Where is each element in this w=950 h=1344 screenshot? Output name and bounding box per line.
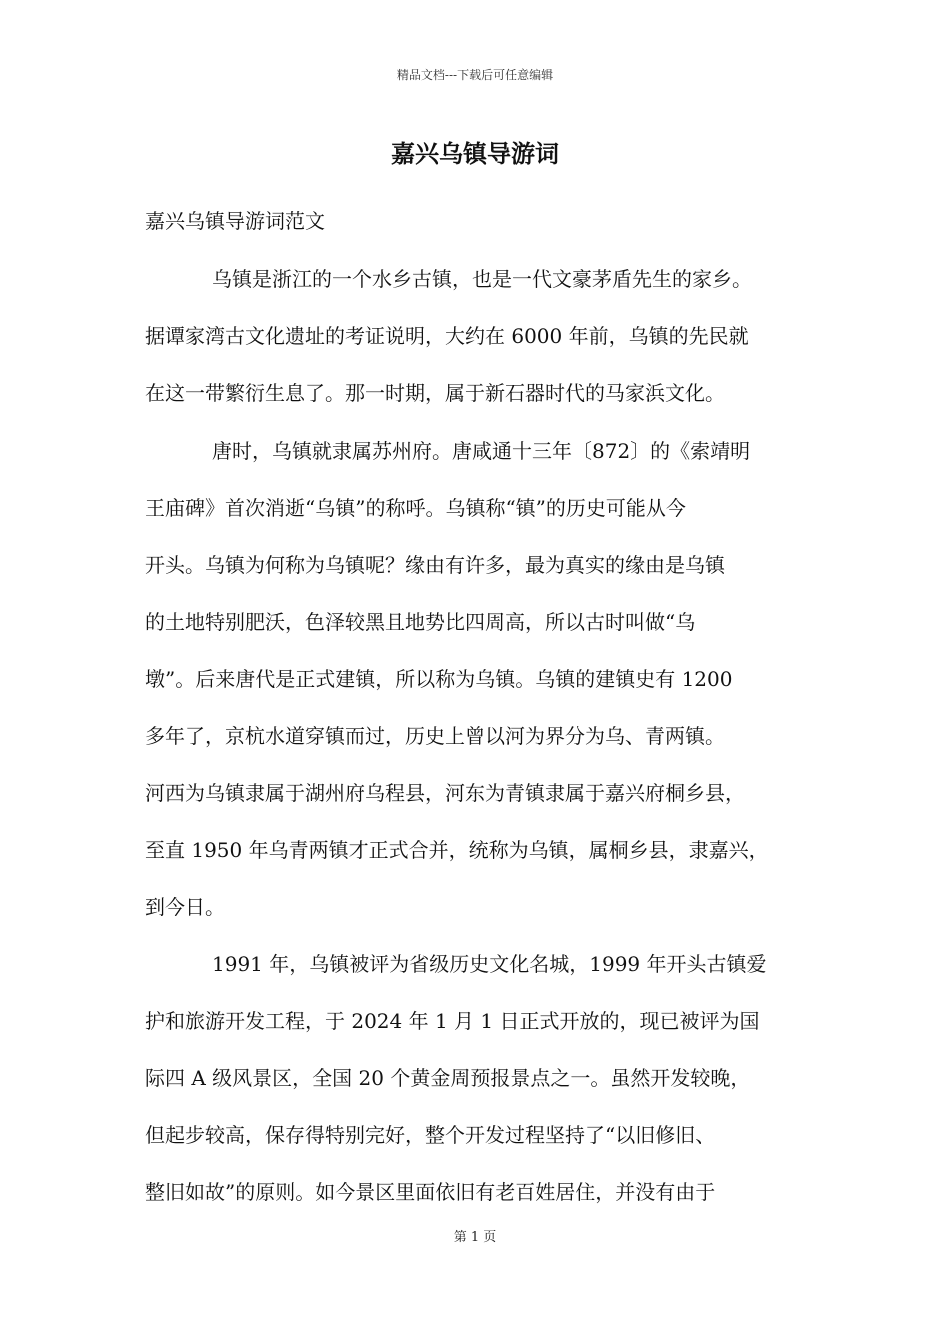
paragraph-2-line-7: 河西为乌镇隶属于湖州府乌程县，河东为青镇隶属于嘉兴府桐乡县，	[145, 781, 745, 805]
paragraph-1-line-3: 在这一带繁衍生息了。那一时期，属于新石器时代的马家浜文化。	[145, 381, 725, 405]
paragraph-3-line-5: 整旧如故”的原则。如今景区里面依旧有老百姓居住，并没有由于	[145, 1180, 716, 1204]
paragraph-3-line-1: 1991 年，乌镇被评为省级历史文化名城，1999 年开头古镇爱	[212, 952, 767, 976]
paragraph-2-line-4: 的土地特别肥沃，色泽较黑且地势比四周高，所以古时叫做“乌	[145, 610, 696, 634]
paragraph-2-line-5: 墩”。后来唐代是正式建镇，所以称为乌镇。乌镇的建镇史有 1200	[145, 667, 733, 691]
document-subtitle: 嘉兴乌镇导游词范文	[145, 209, 325, 233]
paragraph-2-line-1: 唐时，乌镇就隶属苏州府。唐咸通十三年〔872〕的《索靖明	[212, 439, 751, 463]
paragraph-3-line-4: 但起步较高，保存得特别完好，整个开发过程坚持了“以旧修旧、	[145, 1123, 716, 1147]
paragraph-1-line-1: 乌镇是浙江的一个水乡古镇，也是一代文豪茅盾先生的家乡。	[212, 267, 752, 291]
paragraph-3-line-3: 际四 A 级风景区，全国 20 个黄金周预报景点之一。虽然开发较晚，	[145, 1066, 751, 1090]
page-number: 第 1 页	[453, 1230, 497, 1245]
paragraph-2-line-3: 开头。乌镇为何称为乌镇呢？缘由有许多，最为真实的缘由是乌镇	[145, 553, 725, 577]
paragraph-2-line-8: 至直 1950 年乌青两镇才正式合并，统称为乌镇，属桐乡县，隶嘉兴，	[145, 838, 769, 862]
paragraph-3-line-2: 护和旅游开发工程，于 2024 年 1 月 1 日正式开放的，现已被评为国	[145, 1009, 760, 1033]
document-title: 嘉兴乌镇导游词	[391, 139, 559, 168]
paragraph-2-line-2: 王庙碑》首次消逝“乌镇”的称呼。乌镇称“镇”的历史可能从今	[145, 496, 686, 520]
paragraph-2-line-6: 多年了，京杭水道穿镇而过，历史上曾以河为界分为乌、青两镇。	[145, 724, 725, 748]
paragraph-2-line-9: 到今日。	[145, 895, 225, 919]
header-note: 精品文档---下载后可任意编辑	[396, 68, 554, 82]
paragraph-1-line-2: 据谭家湾古文化遗址的考证说明，大约在 6000 年前，乌镇的先民就	[145, 324, 749, 348]
